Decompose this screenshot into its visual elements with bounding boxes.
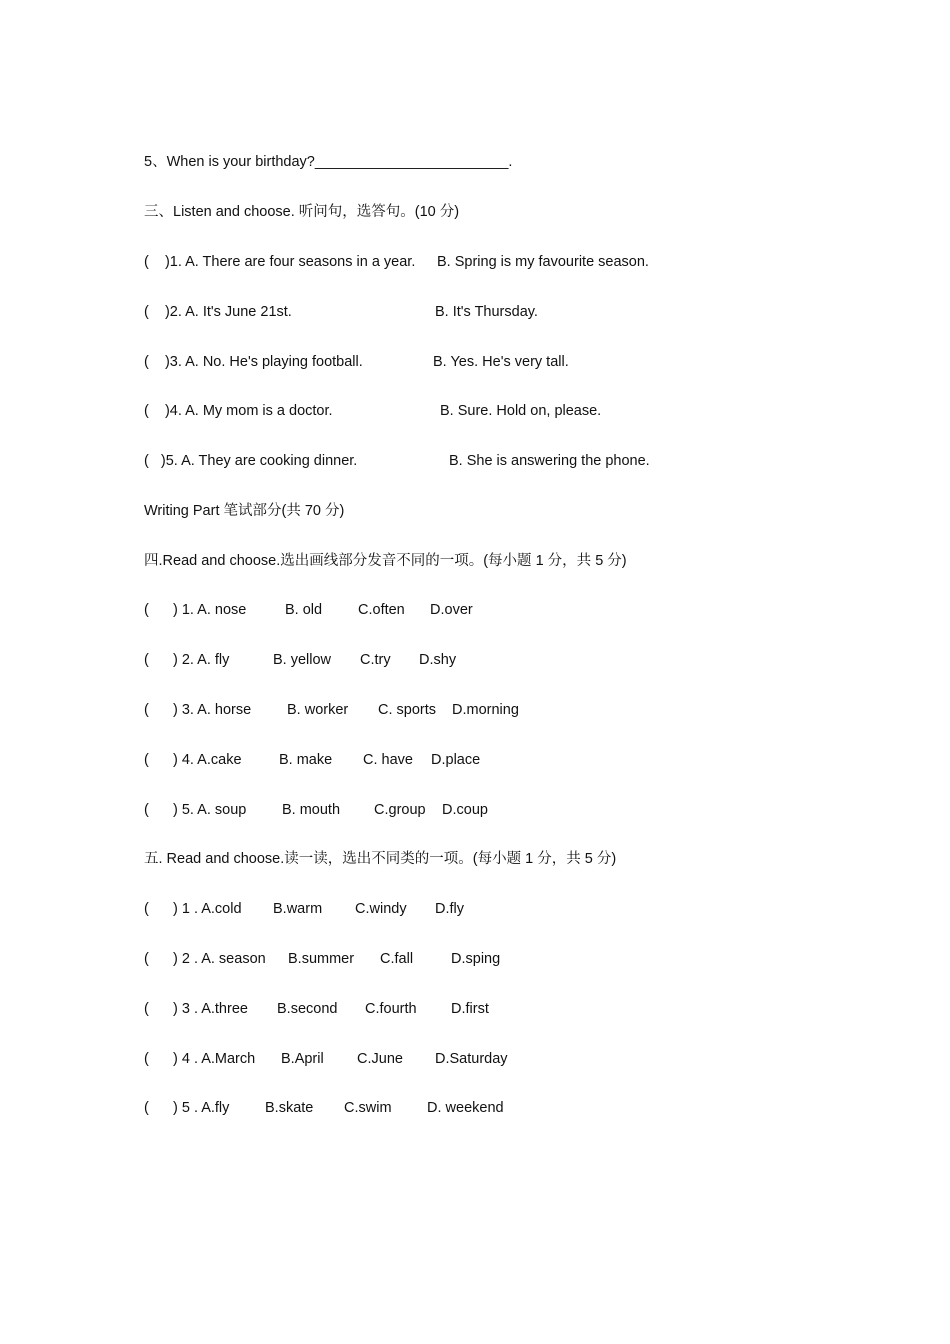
- phonics-item-prefix: ( ) 3. A. horse: [144, 702, 252, 718]
- category-option-b: B.warm: [273, 901, 323, 917]
- category-item-prefix: ( ) 2 . A. season: [144, 951, 266, 967]
- category-item-prefix: ( ) 1 . A.cold: [144, 901, 242, 917]
- category-option-d: D.sping: [451, 951, 501, 967]
- phonics-option-b: B. mouth: [282, 802, 341, 818]
- phonics-item-prefix: ( ) 4. A.cake: [144, 752, 242, 768]
- section-3-heading: 三、Listen and choose. 听问句，选答句。(10 分): [144, 204, 460, 220]
- category-item-prefix: ( ) 5 . A.fly: [144, 1100, 230, 1116]
- phonics-option-d: D.morning: [452, 702, 519, 718]
- category-item-prefix: ( ) 3 . A.three: [144, 1001, 248, 1017]
- category-option-b: B.skate: [265, 1100, 314, 1116]
- phonics-item-prefix: ( ) 2. A. fly: [144, 652, 230, 668]
- category-option-d: D. weekend: [427, 1100, 504, 1116]
- phonics-option-c: C.try: [360, 652, 391, 668]
- section-4-heading: 四.Read and choose.选出画线部分发音不同的一项。(每小题 1 分，共 5 分): [144, 553, 627, 569]
- phonics-option-b: B. yellow: [273, 652, 332, 668]
- category-option-d: D.fly: [435, 901, 464, 917]
- phonics-option-b: B. make: [279, 752, 333, 768]
- phonics-option-c: C. have: [363, 752, 413, 768]
- category-option-d: D.Saturday: [435, 1051, 508, 1067]
- category-option-d: D.first: [451, 1001, 489, 1017]
- phonics-option-d: D.place: [431, 752, 481, 768]
- listen-item-prefix: ( )3. A. No. He's playing football.: [144, 354, 363, 370]
- category-option-c: C.fourth: [365, 1001, 417, 1017]
- category-option-c: C.fall: [380, 951, 414, 967]
- listen-option-b: B. She is answering the phone.: [449, 453, 650, 469]
- category-item-prefix: ( ) 4 . A.March: [144, 1051, 256, 1067]
- phonics-option-b: B. worker: [287, 702, 349, 718]
- category-option-c: C.swim: [344, 1100, 392, 1116]
- phonics-option-d: D.coup: [442, 802, 488, 818]
- category-option-b: B.April: [281, 1051, 324, 1067]
- category-option-c: C.windy: [355, 901, 407, 917]
- listen-option-b: B. Spring is my favourite season.: [437, 254, 649, 270]
- category-option-c: C.June: [357, 1051, 403, 1067]
- phonics-option-c: C. sports: [378, 702, 437, 718]
- phonics-option-c: C.group: [374, 802, 426, 818]
- section-5-heading: 五. Read and choose.读一读，选出不同类的一项。(每小题 1 分，共 5 分): [144, 851, 617, 867]
- listen-item-prefix: ( )4. A. My mom is a doctor.: [144, 403, 333, 419]
- phonics-option-d: D.over: [430, 602, 473, 618]
- question-5-birthday: 5、When is your birthday?________________________.: [144, 154, 513, 170]
- phonics-option-d: D.shy: [419, 652, 457, 668]
- listen-item-prefix: ( )1. A. There are four seasons in a year.: [144, 254, 416, 270]
- listen-option-b: B. Sure. Hold on, please.: [440, 403, 602, 419]
- listen-item-prefix: ( )2. A. It's June 21st.: [144, 304, 292, 320]
- writing-part-heading: Writing Part 笔试部分(共 70 分): [144, 503, 345, 519]
- listen-item-prefix: ( )5. A. They are cooking dinner.: [144, 453, 358, 469]
- category-option-b: B.summer: [288, 951, 355, 967]
- phonics-option-c: C.often: [358, 602, 405, 618]
- phonics-item-prefix: ( ) 5. A. soup: [144, 802, 247, 818]
- phonics-item-prefix: ( ) 1. A. nose: [144, 602, 247, 618]
- listen-option-b: B. It's Thursday.: [435, 304, 538, 320]
- listen-option-b: B. Yes. He's very tall.: [433, 354, 569, 370]
- phonics-option-b: B. old: [285, 602, 323, 618]
- category-option-b: B.second: [277, 1001, 338, 1017]
